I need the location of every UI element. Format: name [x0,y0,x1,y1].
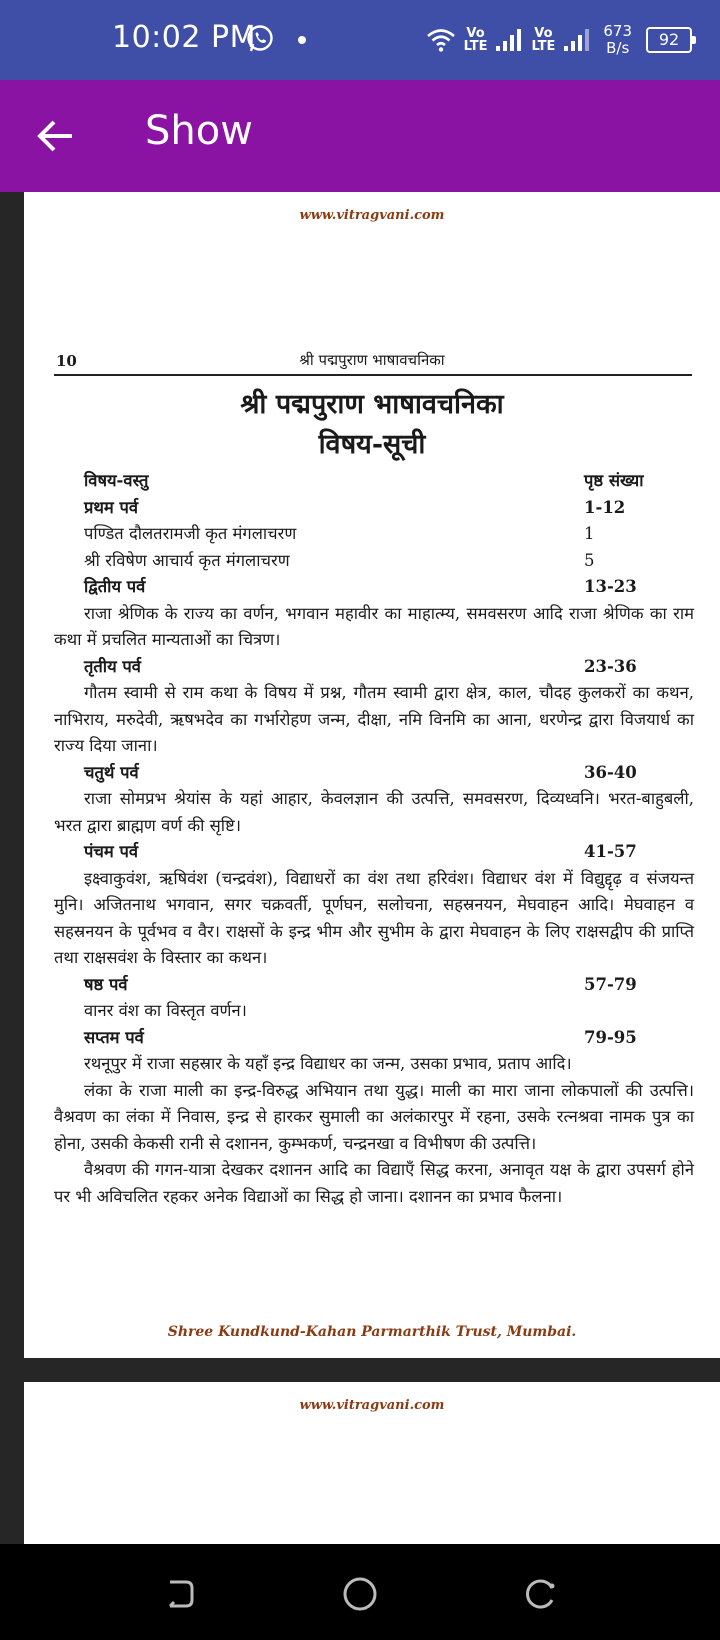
page-subtitle: विषय-सूची [318,429,426,460]
navigation-bar [0,1544,720,1640]
section-text: वानर वंश का विस्तृत वर्णन। [84,1001,247,1020]
document-page [24,192,720,1358]
section-pages: 36-40 [584,762,637,782]
section-pages: 57-79 [584,974,637,994]
page-title: श्री पद्मपुराण भाषावचनिका [240,389,504,420]
section-heading [54,839,694,866]
section-heading [54,760,694,787]
toc-item [54,548,694,575]
running-title: श्री पद्मपुराण भाषावचनिका [299,351,445,369]
lte-indicator-1: Vo LTE [463,26,488,54]
section-pages: 79-95 [584,1027,637,1047]
wifi-icon [426,27,456,53]
header-rule [54,374,692,376]
table-of-contents [54,468,694,1210]
section-heading [54,1025,694,1052]
signal-icon [495,28,523,52]
signal-icon [563,28,591,52]
site-url[interactable]: www.vitragvani.com [299,208,445,223]
section-text: लंका के राजा माली का इन्द्र-विरुद्ध अभियान तथा युद्ध। माली का मारा जाना लोकपालों की उत्पत्ति। वैश्रवण का लंका में निवास, इन्द्र से हारकर सुमाली का अलंकारपुर में रहना, उसके रत्नश्रवा नामक पुत्र का होना, उसकी केकसी रानी से दशानन, कुम्भकर्ण, चन्द्रनखा व विभीषण की उत्पत्ति। [54,1080,694,1153]
item-page: 5 [584,550,595,570]
whatsapp-icon [245,24,275,54]
section-name: पंचम पर्व [84,842,139,861]
col-subject: विषय-वस्तु [84,471,149,490]
app-title: Show [145,108,253,154]
toc-item [54,521,694,548]
status-bar [0,0,720,80]
section-text: गौतम स्वामी से राम कथा के विषय में प्रश्न, गौतम स्वामी द्वारा क्षेत्र, काल, चौदह कुलकरों का कथन, नाभिराय, मरुदेवी, ऋषभदेव का गर्भारोहण जन्म, दीक्षा, नमि विनमि का आना, धरणेन्द्र द्वारा विजयार्ध का राज्य दिया जाना। [54,683,694,755]
toc-header [54,468,694,495]
section-pages: 1-12 [584,497,626,517]
section-name: सप्तम पर्व [84,1027,144,1047]
document-viewer[interactable] [0,192,720,1544]
lte-indicator-2: Vo LTE [531,26,556,54]
section-pages: 41-57 [584,842,637,861]
section-text: राजा सोमप्रभ श्रेयांस के यहां आहार, केवलज्ञान की उत्पत्ति, समवसरण, दिव्यध्वनि। भरत-बाहुबली, भरत द्वारा ब्राह्मण वर्ण की सृष्टि। [54,789,694,835]
item-page: 1 [584,524,595,543]
section-heading [54,495,694,522]
publisher-footer: Shree Kundkund-Kahan Parmarthik Trust, Mumbai. [167,1324,577,1340]
item-label: श्री रविषेण आचार्य कृत मंगलाचरण [84,550,290,570]
home-nav-icon[interactable] [340,1574,380,1614]
section-name: प्रथम पर्व [84,497,139,517]
section-text: राजा श्रेणिक के राज्य का वर्णन, भगवान महावीर का माहात्म्य, समवसरण आदि राजा श्रेणिक का राम कथा में प्रचलित मान्यताओं का चित्रण। [54,603,694,649]
section-text: इक्ष्वाकुवंश, ऋषिवंश (चन्द्रवंश), विद्याधरों का वंश तथा हरिवंश। विद्याधर वंश में विद्युद्दृढ़ व संजयन्त मुनि। अजितनाथ भगवान, सगर चक्रवर्ती, पूर्णघन, सलोचना, सहस्रनयन, मेघवाहन आदि। मेघवाहन व सहस्रनयन के पूर्वभव व वैर। राक्षसों के इन्द्र भीम और सुभीम के द्वारा मेघवाहन के लिए राक्षसद्वीप की प्राप्ति तथा राक्षसवंश के विस्तार का कथन। [54,868,694,967]
app-bar [0,80,720,192]
col-page: पृष्ठ संख्या [584,471,644,490]
network-speed: 673 B/s [603,22,632,57]
section-heading [54,574,694,601]
section-name: षष्ठ पर्व [84,974,128,994]
section-heading [54,972,694,999]
section-name: द्वितीय पर्व [84,577,146,596]
recents-nav-icon[interactable] [520,1574,560,1614]
status-time: 10:02 PM [112,20,256,55]
notification-dot [298,36,306,44]
section-name: तृतीय पर्व [84,656,141,676]
section-text: रथनूपुर में राजा सहस्रार के यहाँ इन्द्र विद्याधर का जन्म, उसका प्रभाव, प्रताप आदि। [84,1054,572,1073]
section-name: चतुर्थ पर्व [84,762,139,782]
battery-icon: 92 [646,27,692,53]
section-pages: 13-23 [584,577,637,596]
section-text: वैश्रवण की गगन-यात्रा देखकर दशानन आदि का विद्याएँ सिद्ध करना, अनावृत यक्ष के द्वारा उपसर्ग होने पर भी अविचलित रहकर अनेक विद्याओं का सिद्ध हो जाना। दशानन का प्रभाव फैलना। [54,1160,694,1206]
status-icons [426,18,692,62]
page-number: 10 [56,352,77,370]
site-url[interactable]: www.vitragvani.com [299,1398,445,1413]
item-label: पण्डित दौलतरामजी कृत मंगलाचरण [84,524,297,543]
back-nav-icon[interactable] [160,1574,200,1614]
section-heading [54,654,694,681]
arrow-back-icon[interactable] [30,110,82,162]
section-pages: 23-36 [584,656,637,676]
